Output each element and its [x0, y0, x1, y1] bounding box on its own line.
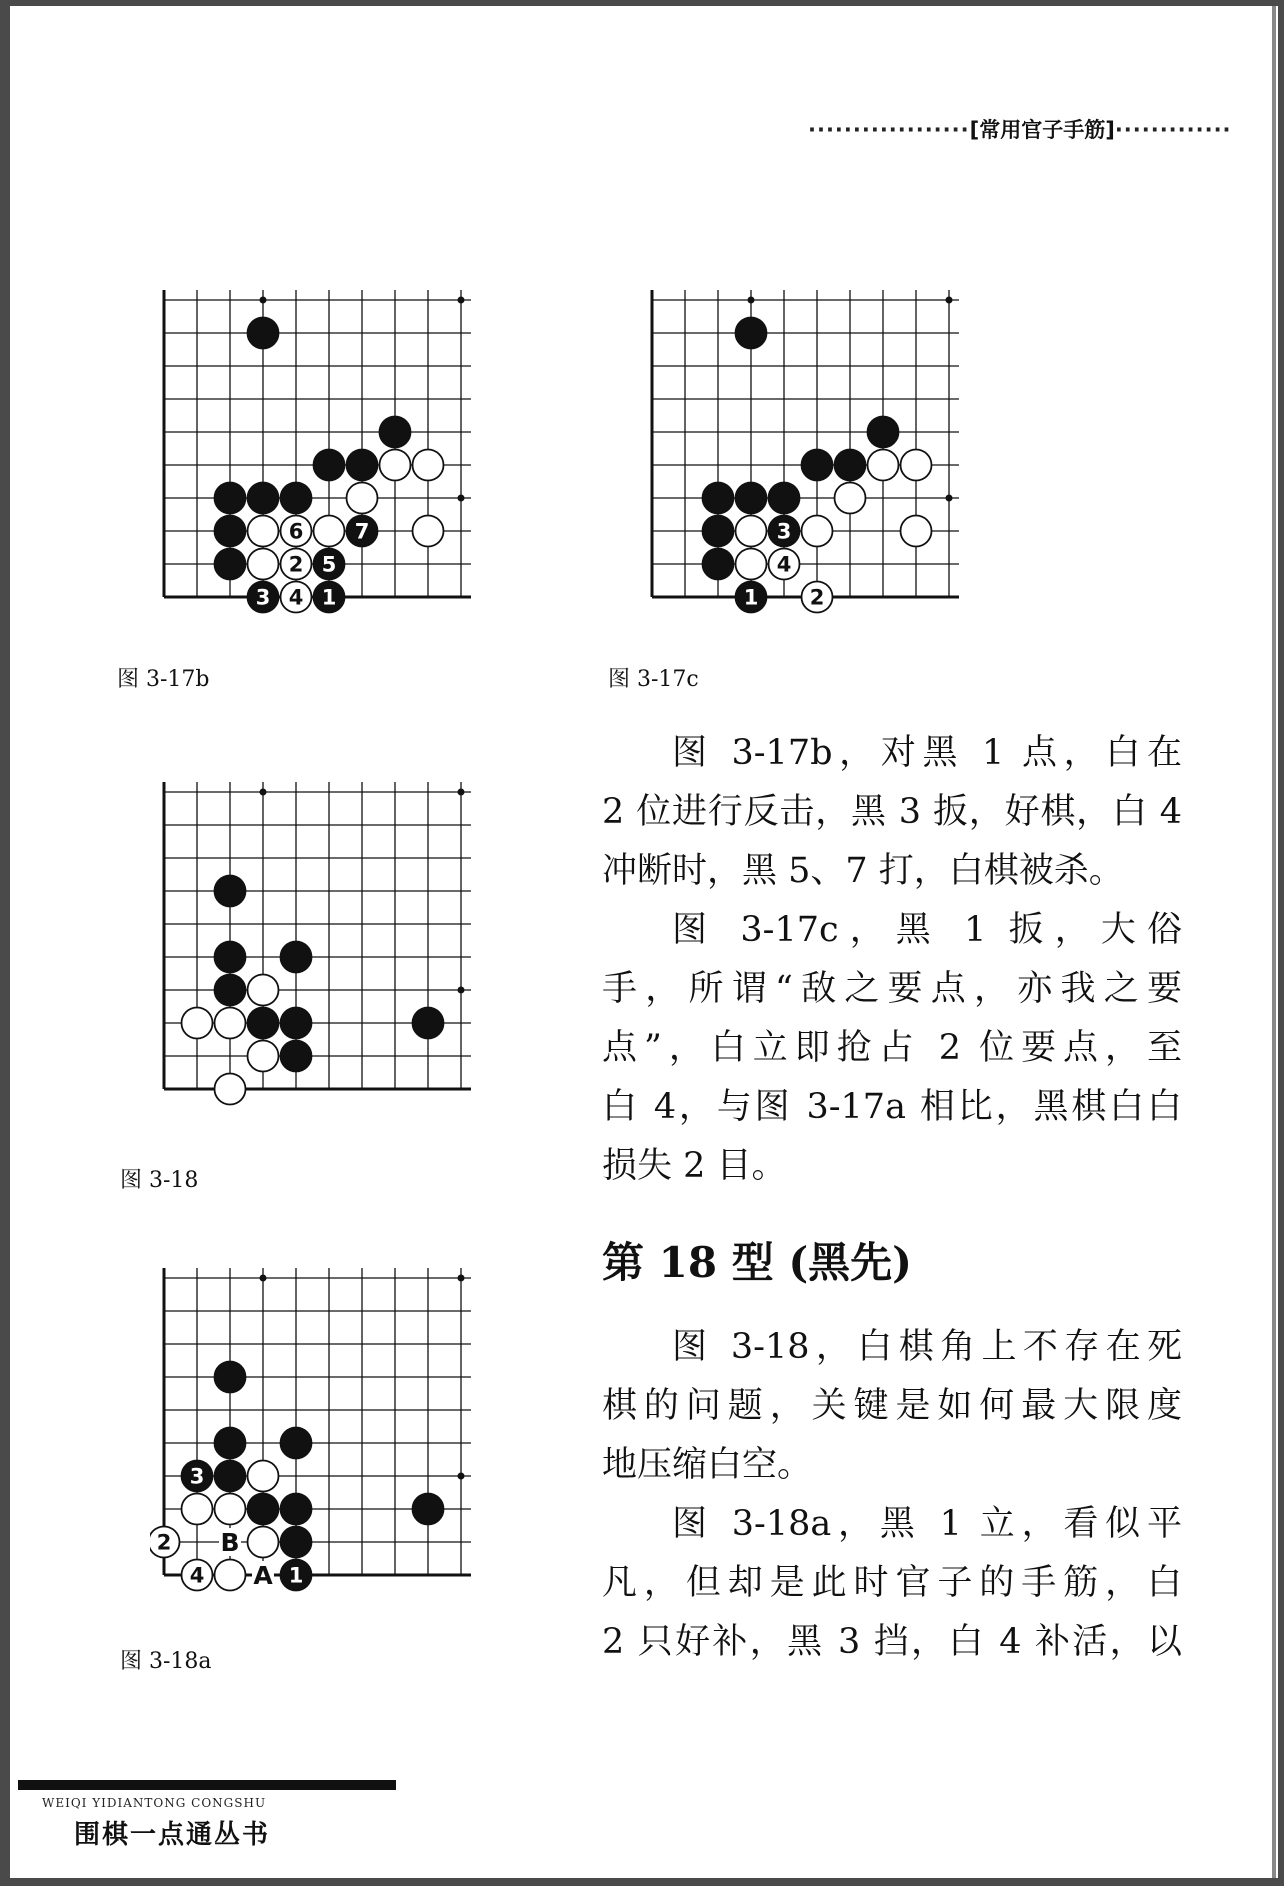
- white-stone: [901, 450, 932, 481]
- footer-rule: [18, 1780, 396, 1790]
- black-stone: [314, 450, 345, 481]
- move-number: 1: [288, 1563, 304, 1588]
- header-title: [常用官子手筋]: [969, 118, 1115, 142]
- footer-series-chinese: 围棋一点通丛书: [74, 1820, 271, 1850]
- move-number: 3: [189, 1464, 205, 1489]
- black-stone: [281, 1041, 312, 1072]
- move-number: 3: [776, 519, 792, 544]
- black-stone: [802, 450, 833, 481]
- star-point: [458, 297, 465, 304]
- black-stone: [215, 876, 246, 907]
- star-point: [458, 495, 465, 502]
- text-line: 2 位进行反击，黑 3 扳，好棋，白 4: [602, 792, 1182, 832]
- move-number: 2: [288, 552, 304, 577]
- text-line: 棋的问题，关键是如何最大限度: [602, 1386, 1182, 1426]
- text-line: 地压缩白空。: [602, 1445, 813, 1485]
- text-line: 图 3-18a，黑 1 立，看似平: [672, 1504, 1182, 1544]
- white-stone: [182, 1494, 213, 1525]
- board-grid: [164, 1268, 471, 1575]
- star-point: [260, 297, 267, 304]
- board-grid: [164, 290, 471, 597]
- move-number: 6: [288, 519, 304, 544]
- star-point: [946, 495, 953, 502]
- white-stone: [248, 1527, 279, 1558]
- star-point: [458, 789, 465, 796]
- white-stone: [215, 1560, 246, 1591]
- white-stone: [736, 549, 767, 580]
- black-stone: [248, 1008, 279, 1039]
- book-page: [10, 6, 1278, 1878]
- black-stone: [281, 1527, 312, 1558]
- white-stone: [215, 1008, 246, 1039]
- move-number: 4: [776, 552, 792, 577]
- white-stone: [215, 1494, 246, 1525]
- white-stone: [248, 975, 279, 1006]
- move-number: 5: [321, 552, 337, 577]
- header-trailing-dots: ·············: [1114, 118, 1232, 142]
- move-number: 4: [189, 1563, 205, 1588]
- white-stone: [868, 450, 899, 481]
- black-stone: [281, 483, 312, 514]
- text-line: 凡，但却是此时官子的手筋，白: [602, 1563, 1182, 1603]
- go-diagram-3-17b: [158, 286, 486, 616]
- white-stone: [802, 516, 833, 547]
- board-grid: [164, 782, 471, 1089]
- move-number: 2: [156, 1530, 172, 1555]
- black-stone: [281, 1428, 312, 1459]
- move-number: 3: [255, 585, 271, 610]
- white-stone: [248, 516, 279, 547]
- text-line: 白 4，与图 3-17a 相比，黑棋白白: [602, 1087, 1182, 1127]
- white-stone: [248, 549, 279, 580]
- black-stone: [215, 975, 246, 1006]
- move-number: 1: [321, 585, 337, 610]
- board-point-label: A: [253, 1561, 273, 1590]
- black-stone: [769, 483, 800, 514]
- text-line: 损失 2 目。: [602, 1146, 787, 1186]
- star-point: [458, 1473, 465, 1480]
- white-stone: [901, 516, 932, 547]
- move-number: 4: [288, 585, 304, 610]
- white-stone: [380, 450, 411, 481]
- star-point: [748, 297, 755, 304]
- go-board-3-18: [158, 778, 486, 1108]
- running-header: [808, 114, 1278, 144]
- star-point: [946, 297, 953, 304]
- go-diagram-3-18a: [150, 1264, 486, 1594]
- text-line: 点”，白立即抢占 2 位要点，至: [602, 1028, 1182, 1068]
- black-stone: [703, 549, 734, 580]
- white-stone: [835, 483, 866, 514]
- black-stone: [248, 1494, 279, 1525]
- black-stone: [835, 450, 866, 481]
- black-stone: [703, 516, 734, 547]
- go-board-3-17b: [158, 286, 486, 616]
- section-heading: 第 18 型 (黑先): [602, 1238, 913, 1287]
- text-line: 冲断时，黑 5、7 打，白棋被杀。: [602, 851, 1124, 891]
- black-stone: [248, 483, 279, 514]
- white-stone: [248, 1041, 279, 1072]
- footer-series-english: WEIQI YIDIANTONG CONGSHU: [42, 1796, 267, 1810]
- figure-caption-3-18a: 图 3-18a: [120, 1649, 212, 1674]
- star-point: [458, 1275, 465, 1282]
- header-leading-dots: ··················: [808, 118, 970, 142]
- black-stone: [380, 417, 411, 448]
- star-point: [458, 987, 465, 994]
- black-stone: [703, 483, 734, 514]
- white-stone: [248, 1461, 279, 1492]
- go-diagram-3-18: [158, 778, 486, 1108]
- figure-caption-3-17c: 图 3-17c: [608, 667, 699, 692]
- black-stone: [281, 1008, 312, 1039]
- black-stone: [281, 1494, 312, 1525]
- white-stone: [215, 1074, 246, 1105]
- white-stone: [182, 1008, 213, 1039]
- white-stone: [413, 516, 444, 547]
- black-stone: [215, 516, 246, 547]
- board-point-label: B: [220, 1528, 240, 1557]
- page-edge: [1272, 6, 1276, 1878]
- commentary-text-2: [602, 1318, 1182, 1672]
- white-stone: [347, 483, 378, 514]
- text-line: 2 只好补，黑 3 挡，白 4 补活，以: [602, 1622, 1182, 1662]
- black-stone: [215, 942, 246, 973]
- figure-caption-3-17b: 图 3-17b: [117, 667, 210, 692]
- white-stone: [314, 516, 345, 547]
- text-line: 手，所谓“敌之要点，亦我之要: [602, 969, 1182, 1009]
- text-line: 图 3-18，白棋角上不存在死: [672, 1327, 1182, 1367]
- move-number: 7: [354, 519, 370, 544]
- black-stone: [736, 318, 767, 349]
- go-board-3-18a: [150, 1264, 486, 1594]
- black-stone: [215, 549, 246, 580]
- black-stone: [868, 417, 899, 448]
- go-board-3-17c: [646, 286, 974, 616]
- black-stone: [413, 1008, 444, 1039]
- black-stone: [215, 1428, 246, 1459]
- text-line: 图 3-17b，对黑 1 点，白在: [672, 733, 1182, 773]
- black-stone: [413, 1494, 444, 1525]
- text-line: 图 3-17c，黑 1 扳，大俗: [672, 910, 1182, 950]
- black-stone: [281, 942, 312, 973]
- black-stone: [347, 450, 378, 481]
- figure-caption-3-18: 图 3-18: [120, 1168, 199, 1193]
- black-stone: [248, 318, 279, 349]
- white-stone: [413, 450, 444, 481]
- board-grid: [652, 290, 959, 597]
- go-diagram-3-17c: [646, 286, 974, 616]
- star-point: [260, 1275, 267, 1282]
- white-stone: [736, 516, 767, 547]
- star-point: [260, 789, 267, 796]
- move-number: 2: [809, 585, 825, 610]
- commentary-text-1: [602, 724, 1182, 1196]
- black-stone: [215, 1362, 246, 1393]
- black-stone: [215, 483, 246, 514]
- black-stone: [215, 1461, 246, 1492]
- black-stone: [736, 483, 767, 514]
- move-number: 1: [743, 585, 759, 610]
